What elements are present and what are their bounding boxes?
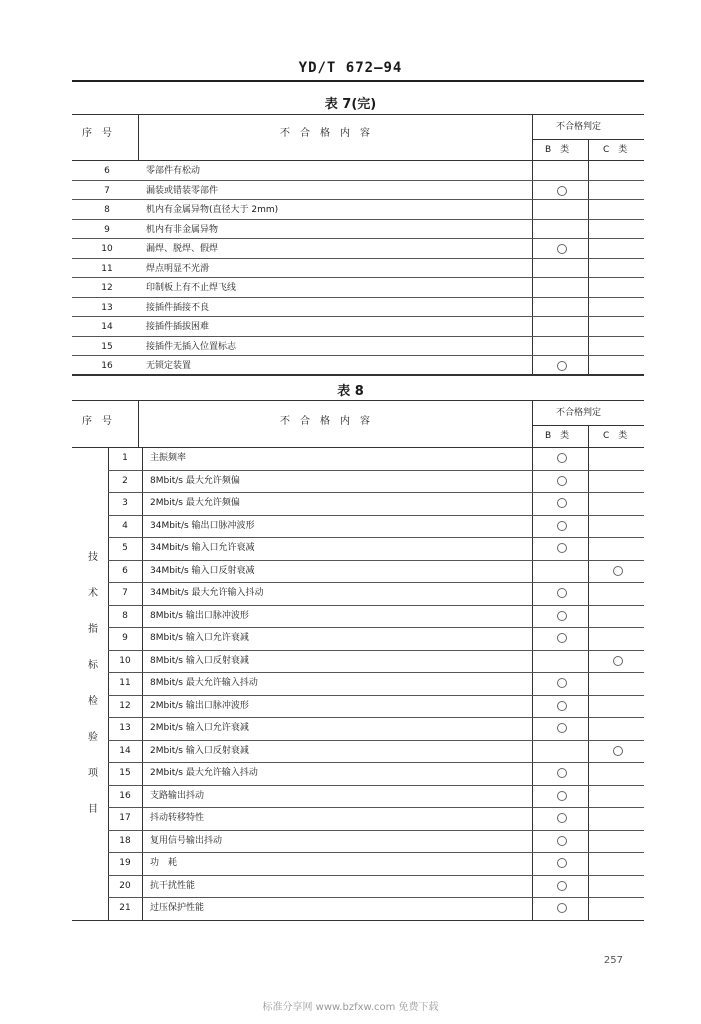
table8-row-text: 8Mbit/s 输入口反射衰减	[150, 655, 249, 666]
table8-row-mark	[613, 656, 623, 666]
table8-row-mark	[557, 723, 567, 733]
table8-row-text: 抖动转移特性	[150, 813, 205, 823]
table7-row-text: 印制板上有不止焊飞线	[146, 283, 237, 293]
table7-row-no: 10	[101, 244, 113, 254]
table7-row-text: 漏焊、脱焊、假焊	[146, 244, 219, 254]
table7-row-text: 无锁定装置	[146, 361, 192, 371]
table8-row-mark	[557, 881, 567, 891]
table7-row-no: 12	[101, 283, 113, 293]
table8-row-mark	[557, 678, 567, 688]
table8-group-label-char: 检	[88, 696, 98, 707]
table7-col-c: C 类	[603, 145, 628, 155]
table8-row-no: 6	[122, 565, 128, 576]
table8-row-text: 34Mbit/s 输入口反射衰减	[150, 565, 255, 576]
table8-row-no: 13	[119, 723, 131, 733]
table8-group-label-char: 目	[88, 804, 98, 815]
table8-row-no: 4	[122, 520, 128, 531]
table8-row-mark	[557, 611, 567, 621]
table8-row-text: 过压保护性能	[150, 903, 205, 913]
table7-caption: 表 7(完)	[324, 97, 377, 112]
table8-row-mark	[613, 566, 623, 576]
table8-row-no: 17	[119, 813, 131, 823]
table8-row-text: 主振频率	[150, 453, 187, 463]
table7-col-b: B 类	[545, 145, 570, 155]
table8-group-label-char: 指	[88, 624, 98, 635]
table8-row-mark	[557, 498, 567, 508]
table7-col-content: 不 合 格 内 容	[280, 128, 370, 139]
table7-row-text: 漏装或错装零部件	[146, 185, 219, 196]
table8-row-no: 5	[122, 543, 128, 553]
table7-row-text: 焊点明显不光滑	[146, 263, 210, 274]
table8-row-no: 3	[122, 498, 128, 508]
table8-col-c: C 类	[603, 431, 628, 441]
table7-row-no: 6	[104, 166, 110, 176]
table7-row-no: 11	[101, 263, 113, 274]
table8-row-text: 8Mbit/s 输出口脉冲波形	[150, 610, 249, 621]
table8-row-mark	[557, 476, 567, 486]
table7-row-text: 机内有金属异物(直径大于 2mm)	[146, 205, 279, 215]
table8-row-no: 8	[122, 610, 128, 621]
table8-row-no: 20	[119, 880, 131, 891]
table8-group-label-char: 技	[88, 552, 98, 563]
table7-row-text: 零部件有松动	[146, 166, 201, 176]
table8-row-mark	[557, 813, 567, 823]
table8-row-mark	[557, 836, 567, 846]
table8-row-no: 10	[119, 655, 131, 666]
table8-row-mark	[557, 903, 567, 913]
table8-row-text: 8Mbit/s 输入口允许衰减	[150, 633, 249, 643]
table8-row-no: 9	[122, 633, 128, 643]
table8-row-text: 功 耗	[150, 858, 178, 868]
table8-col-content: 不 合 格 内 容	[280, 416, 370, 427]
table8-row-text: 8Mbit/s 最大允许输入抖动	[150, 678, 258, 688]
table8-caption: 表 8	[337, 384, 364, 399]
table7-row-no: 16	[101, 361, 113, 371]
table7-row-mark	[557, 186, 567, 196]
table8-group-label-char: 项	[88, 768, 98, 779]
table7-row-text: 机内有非金属异物	[146, 224, 219, 235]
table8-row-text: 2Mbit/s 最大允许频偏	[150, 498, 240, 508]
table8-group-label-char: 术	[88, 588, 98, 599]
table8-row-mark	[557, 701, 567, 711]
table8-row-mark	[557, 453, 567, 463]
table8-row-no: 12	[119, 700, 131, 711]
table8-row-mark	[557, 543, 567, 553]
table7-row-no: 8	[104, 205, 110, 215]
table7-row-no: 13	[101, 302, 113, 313]
table8-col-b: B 类	[545, 431, 570, 441]
table8-row-no: 15	[119, 768, 131, 778]
table8-row-mark	[557, 768, 567, 778]
table8-row-no: 14	[119, 745, 131, 756]
document-id: YD/T 672—94	[298, 60, 403, 76]
table8-row-text: 8Mbit/s 最大允许频偏	[150, 475, 240, 486]
table8-group-label-char: 验	[88, 732, 98, 743]
table7-col-judge: 不合格判定	[556, 122, 602, 132]
table8-row-mark	[557, 791, 567, 801]
page-number: 257	[603, 955, 623, 966]
table8-row-mark	[613, 746, 623, 756]
table8-row-text: 34Mbit/s 输入口允许衰减	[150, 543, 255, 553]
table8-row-no: 7	[122, 588, 128, 598]
table8-row-text: 抗干扰性能	[150, 880, 196, 891]
watermark: 标准分享网 www.bzfxw.com 免费下载	[262, 1002, 439, 1013]
table8-col-judge: 不合格判定	[556, 408, 602, 418]
table8-row-no: 21	[119, 903, 131, 913]
table8-row-text: 34Mbit/s 输出口脉冲波形	[150, 520, 255, 531]
table8-row-text: 2Mbit/s 输入口反射衰减	[150, 745, 249, 756]
table8-col-no: 序 号	[82, 416, 112, 427]
table8-row-no: 18	[119, 835, 131, 846]
table7-row-text: 接插件插接不良	[146, 302, 210, 313]
table8-row-no: 11	[119, 678, 131, 688]
table8-group-label-char: 标	[88, 660, 98, 671]
table8-row-no: 19	[119, 858, 131, 868]
header-rule	[72, 80, 644, 82]
table8-row-mark	[557, 588, 567, 598]
table8-row-no: 16	[119, 790, 131, 801]
table8-row-mark	[557, 858, 567, 868]
table7-row-no: 7	[104, 185, 110, 196]
table7-row-no: 14	[101, 322, 113, 332]
table8-row-no: 1	[122, 453, 128, 463]
table8-row-text: 复用信号输出抖动	[150, 835, 223, 846]
table7-row-mark	[557, 361, 567, 371]
table8-row-text: 支路输出抖动	[150, 790, 205, 801]
table7-row-mark	[557, 244, 567, 254]
table8-row-mark	[557, 521, 567, 531]
table8-row-text: 34Mbit/s 最大允许输入抖动	[150, 588, 264, 598]
table7-col-no: 序 号	[82, 128, 112, 139]
table8-row-text: 2Mbit/s 输出口脉冲波形	[150, 700, 249, 711]
table8-row-text: 2Mbit/s 最大允许输入抖动	[150, 768, 258, 778]
table7-row-text: 接插件插拔困难	[146, 322, 210, 332]
table8-row-no: 2	[122, 475, 128, 486]
table7-row-no: 9	[104, 224, 110, 235]
table7-row-no: 15	[101, 341, 113, 352]
table8-row-text: 2Mbit/s 输入口允许衰减	[150, 723, 249, 733]
table7-row-text: 接插件无插入位置标志	[146, 341, 237, 352]
table8-row-mark	[557, 633, 567, 643]
